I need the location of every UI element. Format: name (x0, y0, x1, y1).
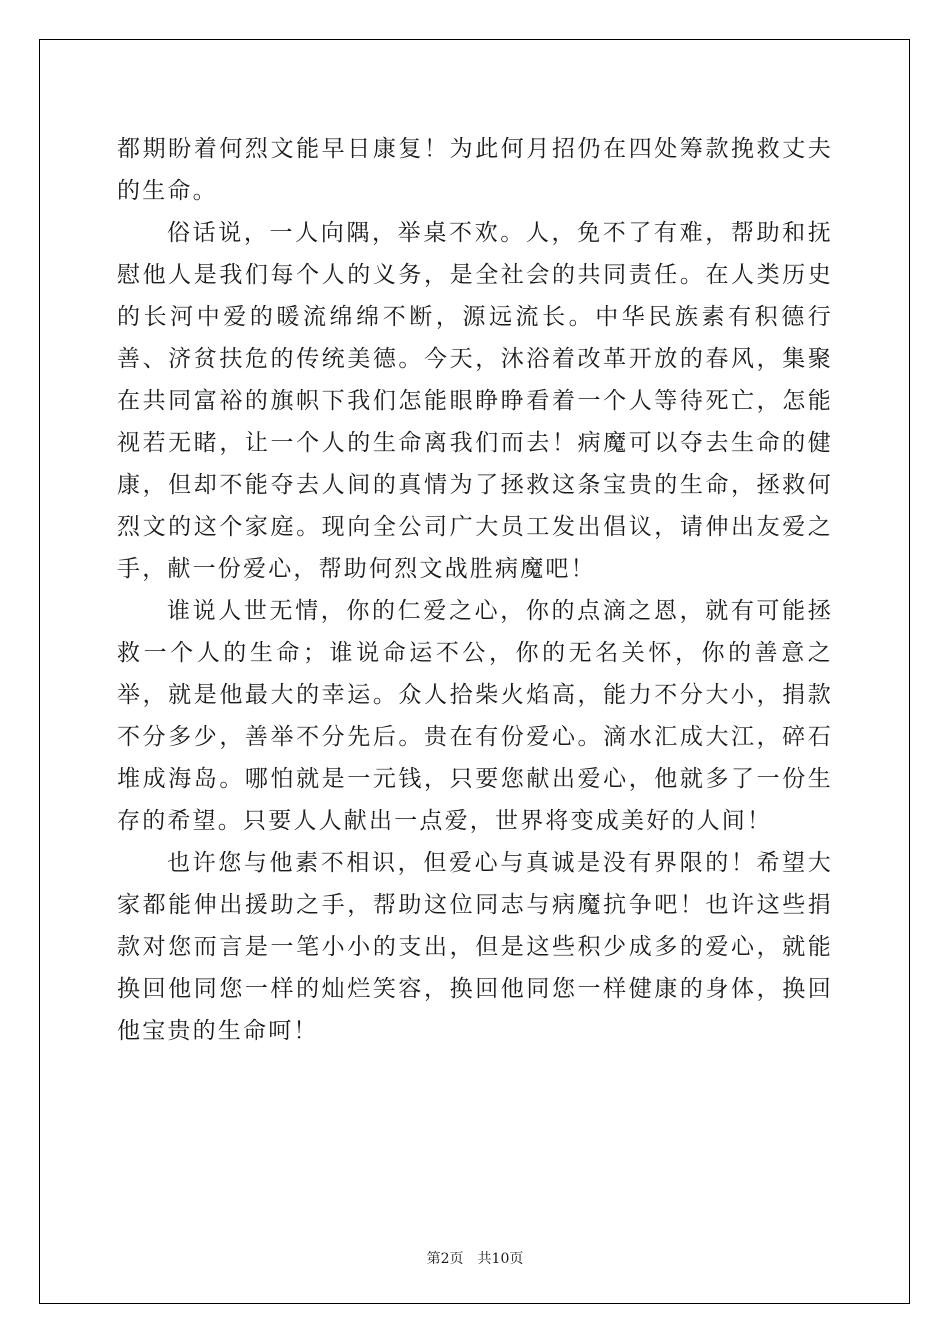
paragraph-proverb: 俗话说，一人向隅，举桌不欢。人，免不了有难，帮助和抚慰他人是我们每个人的义务，是全社会的共同责任。在人类历史的长河中爱的暖流绵绵不断，源远流长。中华民族素有积德行善、济贫扶危的传统美德。今天，沐浴着改革开放的春风，集聚在共同富裕的旗帜下我们怎能眼睁睁看着一个人等待死亡，怎能视若无睹，让一个人的生命离我们而去！病魔可以夺去生命的健康，但却不能夺去人间的真情为了拯救这条宝贵的生命，拯救何烈文的这个家庭。现向全公司广大员工发出倡议，请伸出友爱之手，献一份爱心，帮助何烈文战胜病魔吧！ (117, 220, 833, 582)
page-number-total: 共10页 (477, 1251, 524, 1267)
paragraph-appeal: 谁说人世无情，你的仁爱之心，你的点滴之恩，就有可能拯救一个人的生命；谁说命运不公，你的无名关怀，你的善意之举，就是他最大的幸运。众人拾柴火焰高，能力不分大小，捐款不分多少，善举不分先后。贵在有份爱心。滴水汇成大江，碎石堆成海岛。哪怕就是一元钱，只要您献出爱心，他就多了一份生存的希望。只要人人献出一点爱，世界将变成美好的人间！ (117, 598, 833, 834)
paragraph-continuation: 都期盼着何烈文能早日康复！为此何月招仍在四处筹款挽救丈夫的生命。 (117, 136, 833, 204)
document-body (117, 128, 833, 1052)
paragraph-closing: 也许您与他素不相识，但爱心与真诚是没有界限的！希望大家都能伸出援助之手，帮助这位同志与病魔抗争吧！也许这些捐款对您而言是一笔小小的支出，但是这些积少成多的爱心，就能换回他同您一样的灿烂笑容，换回他同您一样健康的身体，换回他宝贵的生命呵！ (117, 850, 833, 1044)
page-number-current: 第2页 (426, 1251, 464, 1267)
page-footer (0, 1248, 950, 1268)
